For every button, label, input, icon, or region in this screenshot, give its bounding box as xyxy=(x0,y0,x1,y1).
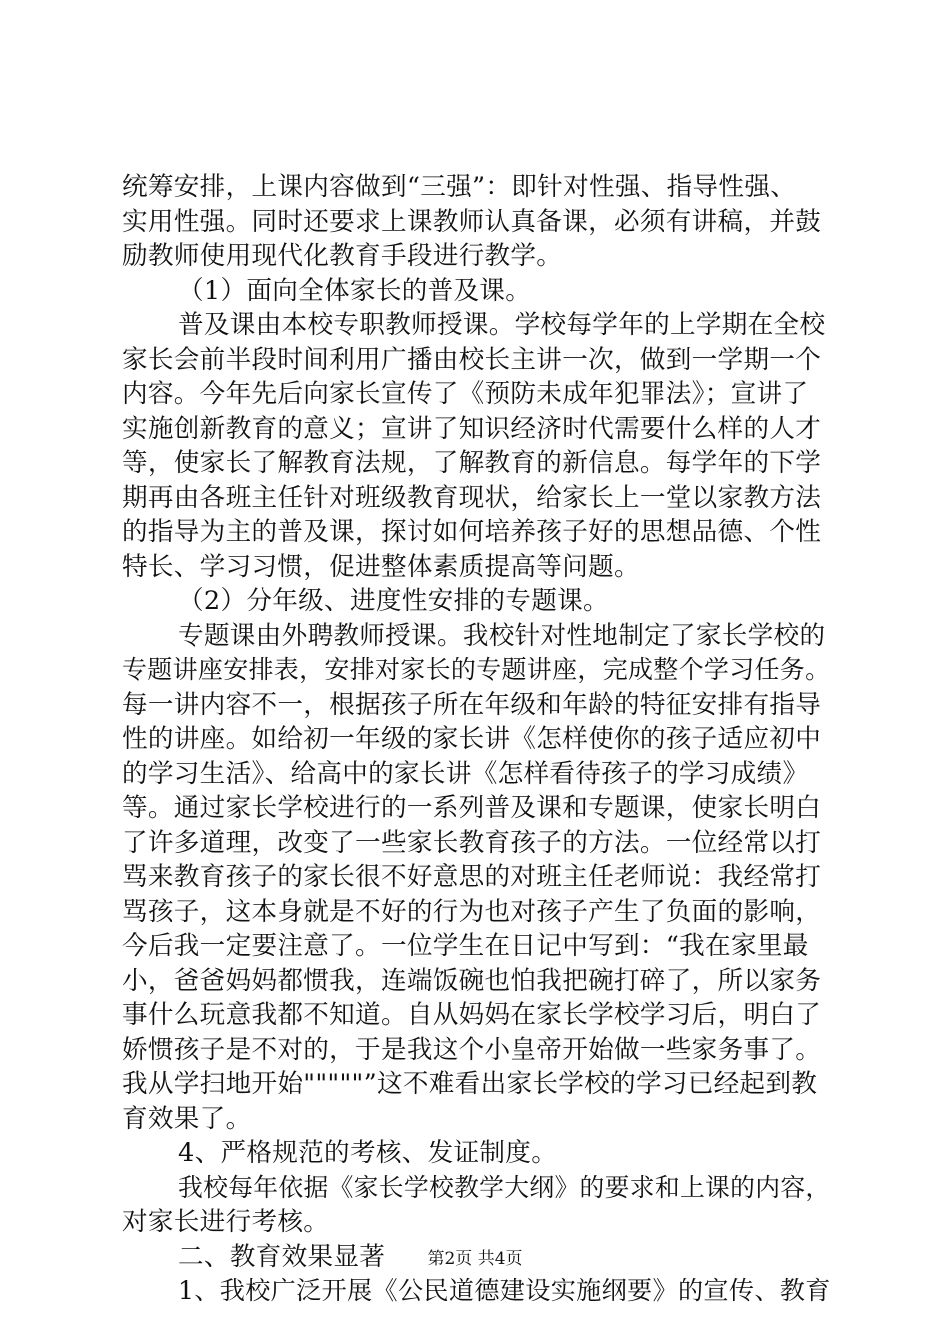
text-line: 励教师使用现代化教育手段进行教学。 xyxy=(122,241,563,271)
text-line: （2）分年级、进度性安排的专题课。 xyxy=(178,586,609,616)
page-footer xyxy=(0,1244,950,1269)
text-line: 统筹安排，上课内容做到“三强”：即针对性强、指导性强、 xyxy=(122,172,797,202)
text-line: 的学习生活》、给高中的家长讲《怎样看待孩子的学习成绩》 xyxy=(122,758,809,789)
body-text xyxy=(122,170,834,1309)
text-line: 骂孩子，这本身就是不好的行为也对孩子产生了负面的影响， xyxy=(122,896,822,927)
text-line: 娇惯孩子是不对的，于是我这个小皇帝开始做一些家务事了。 xyxy=(122,1034,822,1065)
text-line: 1、我校广泛开展《公民道德建设实施纲要》的宣传、教育 xyxy=(178,1276,831,1305)
text-line: 等，使家长了解教育法规，了解教育的新信息。每学年的下学 xyxy=(122,448,822,478)
text-line: 每一讲内容不一，根据孩子所在年级和年龄的特征安排有指导 xyxy=(122,689,822,720)
page-number: 第2页 共4页 xyxy=(427,1249,523,1269)
text-line: 4、严格规范的考核、发证制度。 xyxy=(178,1138,558,1168)
text-line: 普及课由本校专职教师授课。学校每学年的上学期在全校 xyxy=(178,310,826,340)
text-line: 等。通过家长学校进行的一系列普及课和专题课，使家长明白 xyxy=(122,793,822,823)
text-line: 了许多道理，改变了一些家长教育孩子的方法。一位经常以打 xyxy=(122,827,822,858)
text-line: 今后我一定要注意了。一位学生在日记中写到：“我在家里最 xyxy=(122,931,809,961)
text-line: 的指导为主的普及课，探讨如何培养孩子好的思想品德、个性 xyxy=(122,517,822,547)
text-line: 性的讲座。如给初一年级的家长讲《怎样使你的孩子适应初中 xyxy=(122,724,822,754)
text-line: 我从学扫地开始"""""”这不难看出家长学校的学习已经起到教 xyxy=(122,1069,818,1099)
text-line: 期再由各班主任针对班级教育现状，给家长上一堂以家教方法 xyxy=(122,482,822,513)
text-line: 实施创新教育的意义；宣讲了知识经济时代需要什么样的人才 xyxy=(122,413,822,444)
text-line: 家长会前半段时间利用广播由校长主讲一次，做到一学期一个 xyxy=(122,344,822,375)
text-line: （1）面向全体家长的普及课。 xyxy=(178,275,532,306)
text-line: 特长、学习习惯，促进整体素质提高等问题。 xyxy=(122,551,640,582)
text-line: 专题课由外聘教师授课。我校针对性地制定了家长学校的 xyxy=(178,620,826,651)
text-line: 我校每年依据《家长学校教学大纲》的要求和上课的内容， xyxy=(178,1172,831,1202)
text-line: 事什么玩意我都不知道。自从妈妈在家长学校学习后，明白了 xyxy=(122,1000,822,1030)
text-line: 专题讲座安排表，安排对家长的专题讲座，完成整个学习任务。 xyxy=(122,655,831,684)
text-line: 育效果了。 xyxy=(122,1103,252,1134)
text-line: 对家长进行考核。 xyxy=(122,1207,330,1237)
text-line: 小，爸爸妈妈都惯我，连端饭碗也怕我把碗打碎了，所以家务 xyxy=(122,965,822,996)
text-line: 实用性强。同时还要求上课教师认真备课，必须有讲稿，并鼓 xyxy=(122,206,822,237)
text-line: 骂来教育孩子的家长很不好意思的对班主任老师说：我经常打 xyxy=(122,862,822,892)
text-line: 二、教育效果显著 xyxy=(178,1241,386,1272)
text-line: 内容。今年先后向家长宣传了《预防未成年犯罪法》；宣讲了 xyxy=(122,379,809,409)
